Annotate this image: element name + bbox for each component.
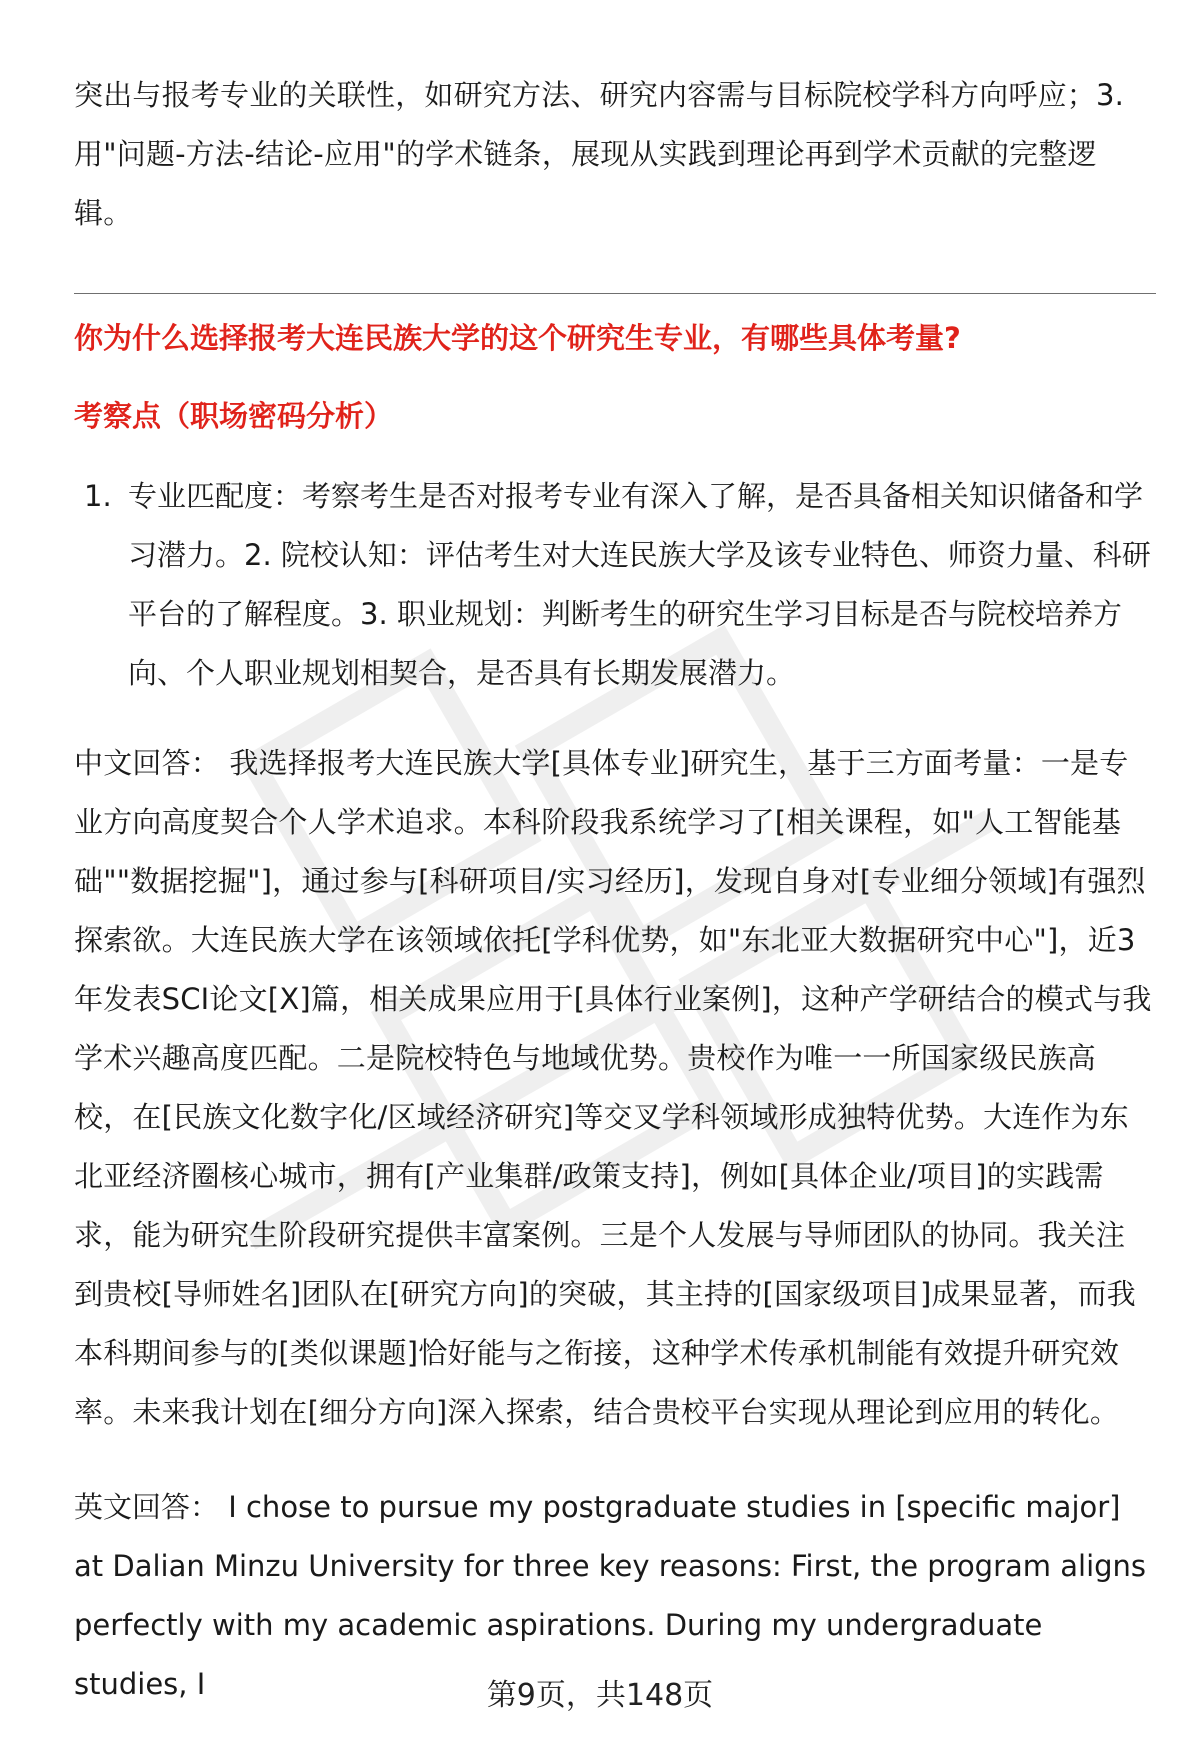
section-divider — [74, 293, 1156, 294]
page-number-footer: 第9页，共148页 — [486, 1678, 714, 1713]
assessment-points-heading: 考察点（职场密码分析） — [74, 399, 394, 433]
english-answer-paragraph: 英文回答： I chose to pursue my postgraduate studies in [specific major] at Dalian Minzu University for three key reasons: First, the program aligns perfectly with my academic aspirations. During my undergraduate studies, I — [74, 1490, 1147, 1701]
intro-paragraph: 突出与报考专业的关联性，如研究方法、研究内容需与目标院校学科方向呼应；3. 用"问题-方法-结论-应用"的学术链条，展现从实践到理论再到学术贡献的完整逻辑。 — [74, 78, 1125, 230]
assessment-points-list — [74, 467, 1154, 703]
list-item-number: 1. — [84, 479, 112, 513]
chinese-answer-paragraph: 中文回答： 我选择报考大连民族大学[具体专业]研究生，基于三方面考量：一是专业方向高度契合个人学术追求。本科阶段我系统学习了[相关课程，如"人工智能基础""数据挖掘"]，通过参与[科研项目/实习经历]，发现自身对[专业细分领域]有强烈探索欲。大连民族大学在该领域依托[学科优势，如"东北亚大数据研究中心"]，近3年发表SCI论文[X]篇，相关成果应用于[具体行业案例]，这种产学研结合的模式与我学术兴趣高度匹配。二是院校特色与地域优势。贵校作为唯一一所国家级民族高校，在[民族文化数字化/区域经济研究]等交叉学科领域形成独特优势。大连作为东北亚经济圈核心城市，拥有[产业集群/政策支持]，例如[具体企业/项目]的实践需求，能为研究生阶段研究提供丰富案例。三是个人发展与导师团队的协同。我关注到贵校[导师姓名]团队在[研究方向]的突破，其主持的[国家级项目]成果显著，而我本科期间参与的[类似课题]恰好能与之衔接，这种学术传承机制能有效提升研究效率。未来我计划在[细分方向]深入探索，结合贵校平台实现从理论到应用的转化。 — [74, 746, 1152, 1429]
question-heading: 你为什么选择报考大连民族大学的这个研究生专业，有哪些具体考量? — [74, 321, 961, 355]
assessment-points-text: 专业匹配度：考察考生是否对报考专业有深入了解，是否具备相关知识储备和学习潜力。2. 院校认知：评估考生对大连民族大学及该专业特色、师资力量、科研平台的了解程度。3. 职业规划：判断考生的研究生学习目标是否与院校培养方向、个人职业规划相契合，是否具有长期发展潜力。 — [128, 479, 1151, 690]
